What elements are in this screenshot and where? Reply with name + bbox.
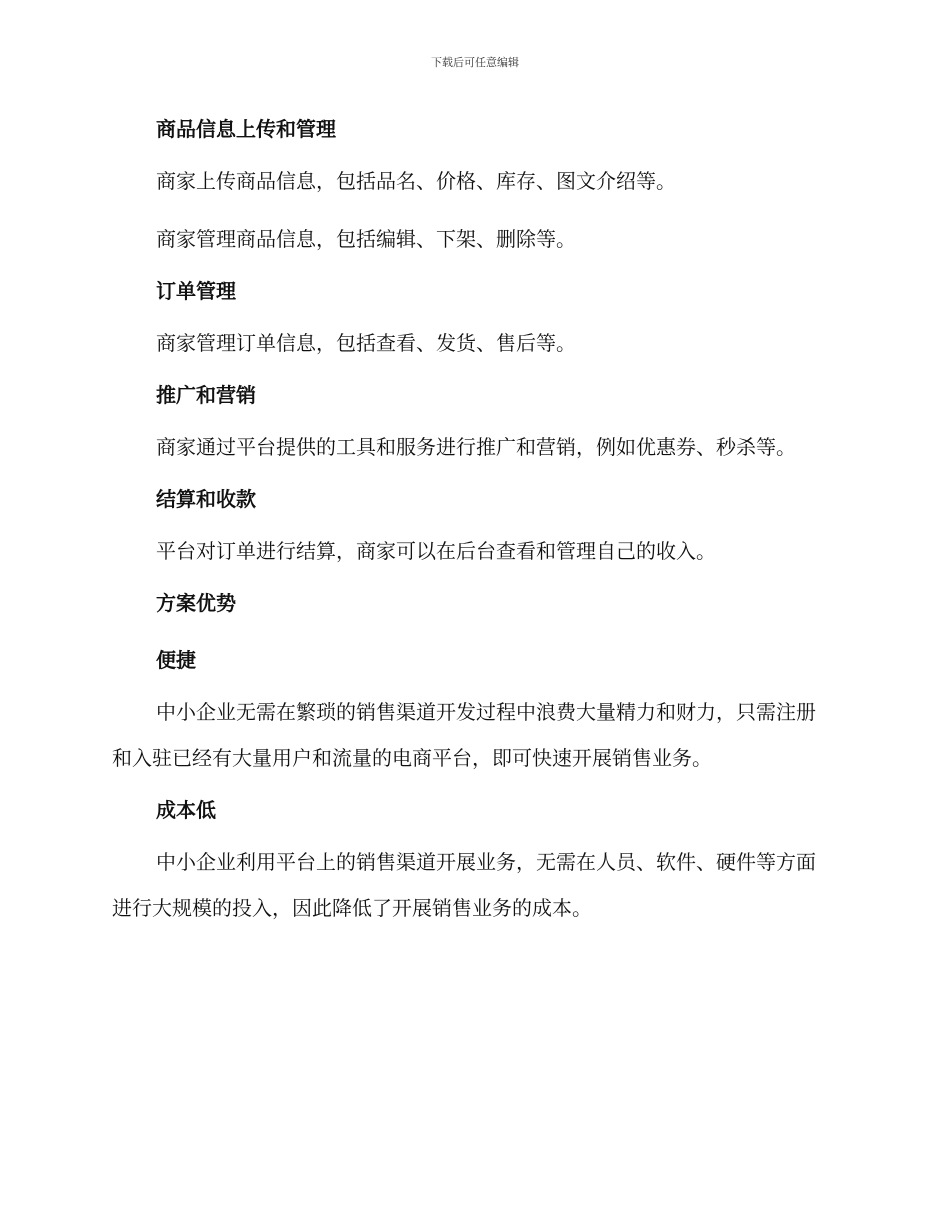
section-heading: 便捷: [156, 648, 196, 672]
section-heading: 推广和营销: [156, 383, 256, 407]
section-heading: 方案优势: [156, 591, 236, 615]
paragraph: 商家通过平台提供的工具和服务进行推广和营销，例如优惠券、秒杀等。: [156, 435, 796, 459]
section-heading: 商品信息上传和管理: [156, 117, 336, 141]
paragraph: 商家上传商品信息，包括品名、价格、库存、图文介绍等。: [156, 169, 676, 193]
section-heading: 结算和收款: [156, 487, 256, 511]
paragraph: 商家管理订单信息，包括查看、发货、售后等。: [156, 331, 576, 355]
paragraph: 商家管理商品信息，包括编辑、下架、删除等。: [156, 227, 576, 251]
section-heading: 成本低: [156, 798, 216, 822]
section-heading: 订单管理: [156, 279, 236, 303]
page-header: 下载后可任意编辑: [431, 56, 519, 69]
paragraph: 中小企业利用平台上的销售渠道开展业务，无需在人员、软件、硬件等方面进行大规模的投入，因此降低了开展销售业务的成本。: [112, 850, 816, 920]
paragraph: 平台对订单进行结算，商家可以在后台查看和管理自己的收入。: [156, 539, 716, 563]
paragraph: 中小企业无需在繁琐的销售渠道开发过程中浪费大量精力和财力，只需注册和入驻已经有大量用户和流量的电商平台，即可快速开展销售业务。: [112, 700, 816, 770]
document-body: [112, 112, 832, 931]
